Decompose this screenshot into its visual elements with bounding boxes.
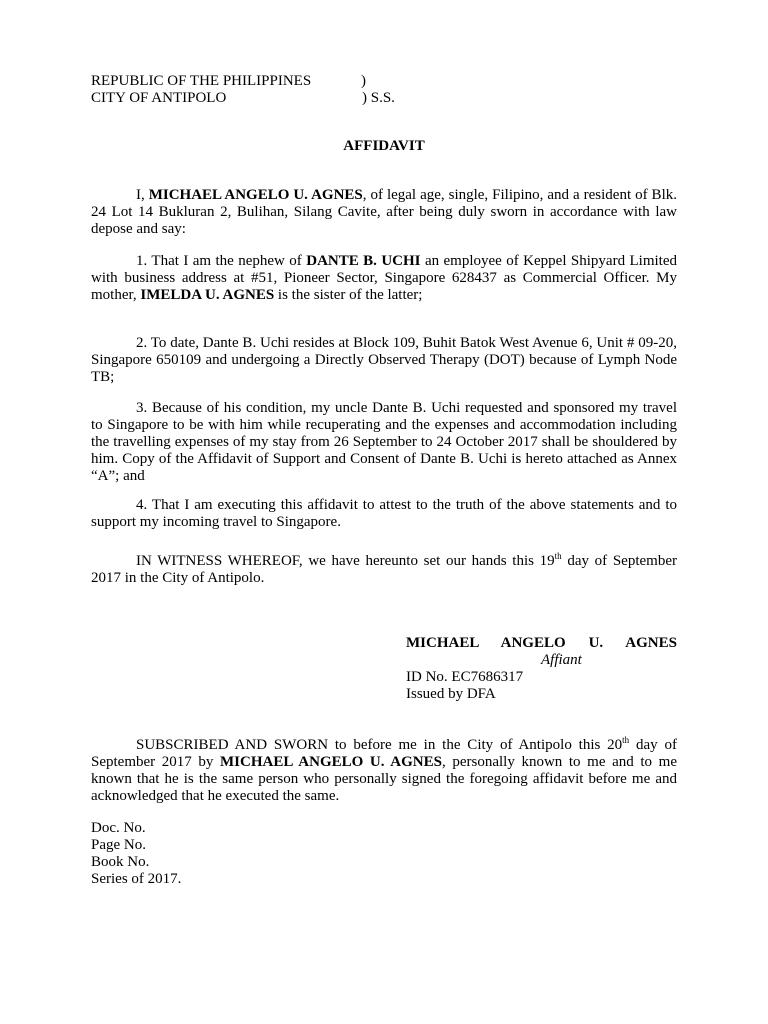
venue-paren: ) [361,73,366,89]
venue-ss: ) S.S. [362,90,395,106]
paragraph-4: 4. That I am executing this affidavit to attest to the truth of the above statements and to support my incoming travel to Singapore. [91,497,677,530]
intro-paragraph: I, MICHAEL ANGELO U. AGNES, of legal age, single, Filipino, and a resident of Blk. 24 Lot 14 Bukluran 2, Bulihan, Silang Cavite, after being duly sworn in accordance with law depose and say: [91,187,677,237]
paragraph-1: 1. That I am the nephew of DANTE B. UCHI an employee of Keppel Shipyard Limited with business address at #51, Pioneer Sector, Singapore 628437 as Commercial Officer. My mother, IMELDA U. AGNES is the sister of the latter; [91,253,677,303]
uncle-name: DANTE B. UCHI [306,253,421,269]
document-title: AFFIDAVIT [343,138,425,154]
doc-no: Doc. No. [91,820,146,836]
paragraph-3: 3. Because of his condition, my uncle Dante B. Uchi requested and sponsored my travel to Singapore to be with him while recuperating and the expenses and accommodation including the travelling expenses of my stay from 26 September to 24 October 2017 shall be shouldered by him. Copy of the Affidavit of Support and Consent of Dante B. Uchi is hereto attached as Annex “A”; and [91,400,677,484]
mother-name: IMELDA U. AGNES [140,287,275,303]
venue-block [91,73,395,107]
series: Series of 2017. [91,871,182,887]
paragraph-2: 2. To date, Dante B. Uchi resides at Block 109, Buhit Batok West Avenue 6, Unit # 09-20, Singapore 650109 and undergoing a Directly Observed Therapy (DOT) because of Lymph Node TB; [91,335,677,385]
venue-republic: REPUBLIC OF THE PHILIPPINES [91,73,312,89]
signatory-role: Affiant [541,652,582,668]
affiant-name: MICHAEL ANGELO U. AGNES [148,187,363,203]
jurat-affiant-name: MICHAEL ANGELO U. AGNES [220,754,442,770]
signatory-issuer: Issued by DFA [406,686,496,702]
book-no: Book No. [91,854,150,870]
venue-city: CITY OF ANTIPOLO [91,90,227,106]
notarial-register [91,820,181,888]
witness-paragraph: IN WITNESS WHEREOF, we have hereunto set our hands this 19th day of September 2017 in the City of Antipolo. [91,551,677,586]
jurat-paragraph: SUBSCRIBED AND SWORN to before me in the City of Antipolo this 20th day of September 2017 by MICHAEL ANGELO U. AGNES, personally known to me and to me known that he is the same person who personally signed the foregoing affidavit before me and acknowledged that he executed the same. [91,735,677,804]
signature-block [406,635,677,703]
page-no: Page No. [91,837,146,853]
signatory-name: MICHAEL ANGELO U. AGNES [406,635,677,651]
signatory-id: ID No. EC7686317 [406,669,524,685]
